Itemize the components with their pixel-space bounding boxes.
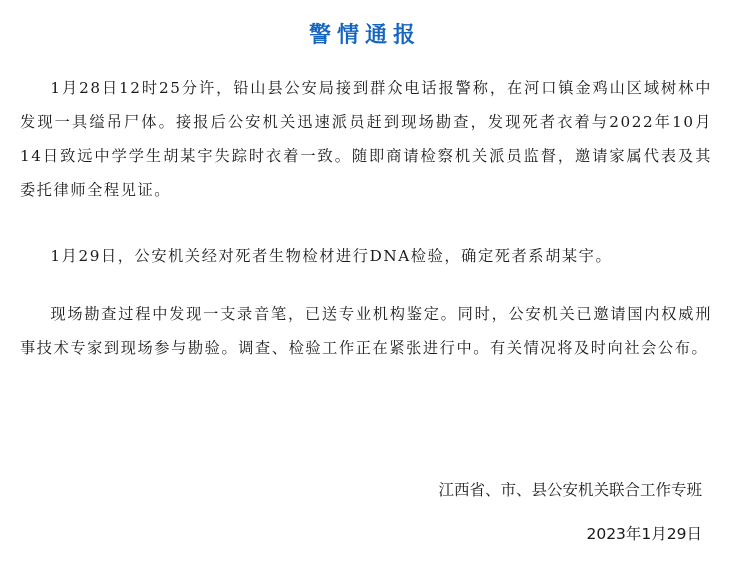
paragraph-dna-result: 1月29日，公安机关经对死者生物检材进行DNA检验，确定死者系胡某宇。 (50, 247, 613, 265)
signature-organization: 江西省、市、县公安机关联合工作专班 (438, 481, 702, 499)
notice-title: 警情通报 (308, 23, 421, 48)
signature-date: 2023年1月29日 (586, 525, 702, 543)
paragraph-investigation: 现场勘查过程中发现一支录音笔，已送专业机构鉴定。同时，公安机关已邀请国内权威刑事技术专家到现场参与勘验。调查、检验工作正在紧张进行中。有关情况将及时向社会公布。 (20, 305, 712, 357)
paragraph-discovery: 1月28日12时25分许，铅山县公安局接到群众电话报警称，在河口镇金鸡山区域树林中发现一具缢吊尸体。接报后公安机关迅速派员赶到现场勘查，发现死者衣着与2022年10月14日致远中学学生胡某宇失踪时衣着一致。随即商请检察机关派员监督，邀请家属代表及其委托律师全程见证。 (20, 79, 712, 199)
